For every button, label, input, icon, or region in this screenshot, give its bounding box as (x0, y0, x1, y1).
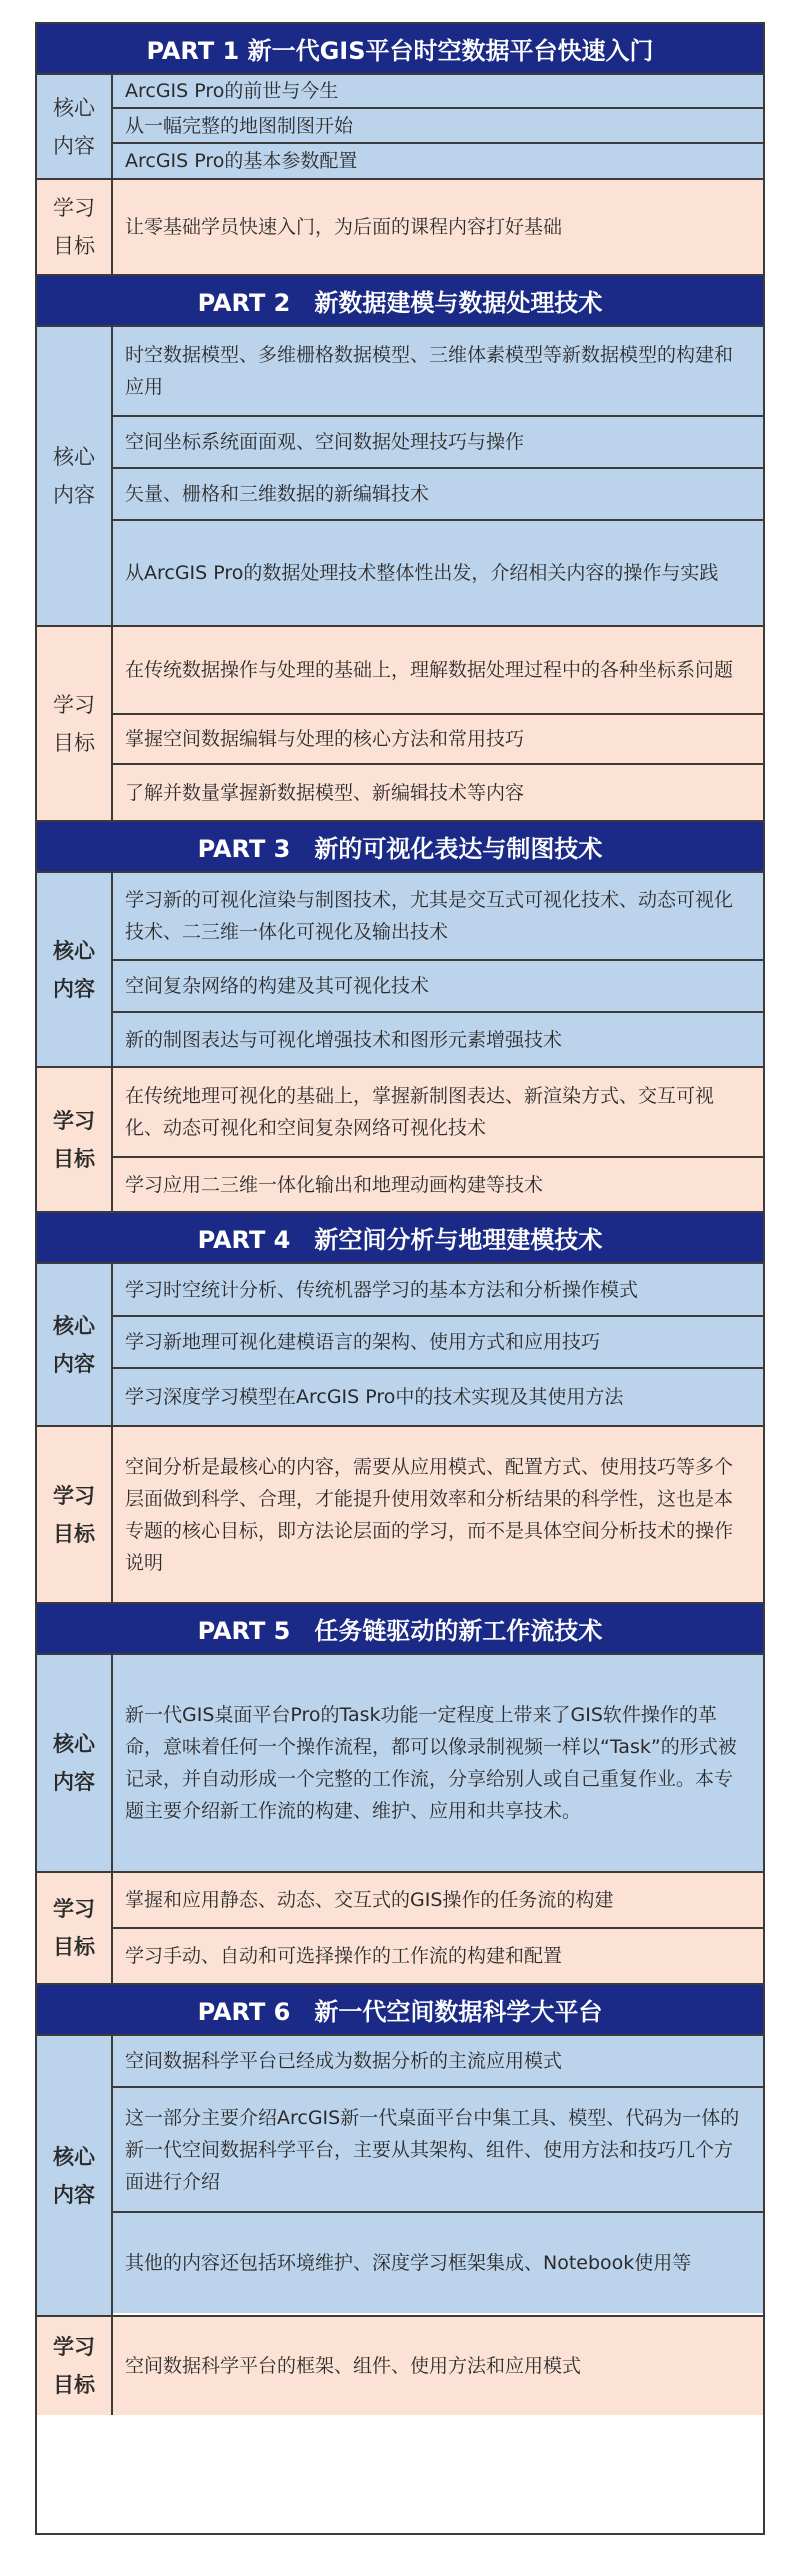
learning-goal-label: 学习 目标 (37, 180, 113, 274)
part-5-core-section (37, 1655, 763, 1873)
list-item: 学习新地理可视化建模语言的架构、使用方式和应用技巧 (113, 1317, 763, 1369)
list-item: 了解并数量掌握新数据模型、新编辑技术等内容 (113, 765, 763, 820)
part-4-goal-section (37, 1427, 763, 1604)
part-1-title: PART 1 新一代GIS平台时空数据平台快速入门 (37, 24, 763, 75)
learning-goal-label: 学习 目标 (37, 1068, 113, 1211)
list-item: 学习深度学习模型在ArcGIS Pro中的技术实现及其使用方法 (113, 1369, 763, 1425)
list-item: 空间坐标系统面面观、空间数据处理技巧与操作 (113, 417, 763, 469)
part-6-goal-section (37, 2317, 763, 2415)
core-content-label: 核心 内容 (37, 327, 113, 625)
part-2-title: PART 2 新数据建模与数据处理技术 (37, 276, 763, 327)
list-item: 时空数据模型、多维栅格数据模型、三维体素模型等新数据模型的构建和应用 (113, 327, 763, 417)
list-item: 学习手动、自动和可选择操作的工作流的构建和配置 (113, 1929, 763, 1983)
part-6-title: PART 6 新一代空间数据科学大平台 (37, 1985, 763, 2036)
part-2-goal-section (37, 627, 763, 822)
part-1-core-section (37, 75, 763, 180)
core-content-label: 核心 内容 (37, 2036, 113, 2315)
list-item: ArcGIS Pro的基本参数配置 (113, 144, 763, 178)
part-4-title: PART 4 新空间分析与地理建模技术 (37, 1213, 763, 1264)
learning-goal-label: 学习 目标 (37, 1873, 113, 1983)
list-item: 从一幅完整的地图制图开始 (113, 109, 763, 144)
part-5-title: PART 5 任务链驱动的新工作流技术 (37, 1604, 763, 1655)
part-3-core-section (37, 873, 763, 1068)
part-3-title: PART 3 新的可视化表达与制图技术 (37, 822, 763, 873)
list-item: 这一部分主要介绍ArcGIS新一代桌面平台中集工具、模型、代码为一体的新一代空间数据科学平台，主要从其架构、组件、使用方法和技巧几个方面进行介绍 (113, 2088, 763, 2213)
list-item: 学习新的可视化渲染与制图技术，尤其是交互式可视化技术、动态可视化技术、二三维一体化可视化及输出技术 (113, 873, 763, 961)
list-item: 学习时空统计分析、传统机器学习的基本方法和分析操作模式 (113, 1264, 763, 1317)
list-item: 空间数据科学平台已经成为数据分析的主流应用模式 (113, 2036, 763, 2088)
list-item: 空间复杂网络的构建及其可视化技术 (113, 961, 763, 1013)
learning-goal-label: 学习 目标 (37, 1427, 113, 1602)
list-item: 其他的内容还包括环境维护、深度学习框架集成、Notebook使用等 (113, 2213, 763, 2313)
list-item: 矢量、栅格和三维数据的新编辑技术 (113, 469, 763, 521)
core-content-label: 核心 内容 (37, 873, 113, 1066)
list-item: 在传统数据操作与处理的基础上，理解数据处理过程中的各种坐标系问题 (113, 627, 763, 715)
learning-goal-label: 学习 目标 (37, 627, 113, 820)
part-6-core-section (37, 2036, 763, 2317)
list-item: ArcGIS Pro的前世与今生 (113, 75, 763, 109)
part-5-goal-section (37, 1873, 763, 1985)
part-3-goal-section (37, 1068, 763, 1213)
course-outline-table (35, 22, 765, 2535)
list-item: 新的制图表达与可视化增强技术和图形元素增强技术 (113, 1013, 763, 1066)
core-content-label: 核心 内容 (37, 75, 113, 178)
list-item: 在传统地理可视化的基础上，掌握新制图表达、新渲染方式、交互可视化、动态可视化和空间复杂网络可视化技术 (113, 1068, 763, 1158)
list-item: 掌握空间数据编辑与处理的核心方法和常用技巧 (113, 715, 763, 765)
list-item: 从ArcGIS Pro的数据处理技术整体性出发，介绍相关内容的操作与实践 (113, 521, 763, 625)
part-4-core-section (37, 1264, 763, 1427)
learning-goal-label: 学习 目标 (37, 2317, 113, 2415)
core-content-label: 核心 内容 (37, 1264, 113, 1425)
list-item: 掌握和应用静态、动态、交互式的GIS操作的任务流的构建 (113, 1873, 763, 1929)
list-item: 学习应用二三维一体化输出和地理动画构建等技术 (113, 1158, 763, 1211)
part-1-goal-section (37, 180, 763, 276)
part-2-core-section (37, 327, 763, 627)
list-item: 空间数据科学平台的框架、组件、使用方法和应用模式 (113, 2317, 763, 2415)
list-item: 空间分析是最核心的内容，需要从应用模式、配置方式、使用技巧等多个层面做到科学、合理，才能提升使用效率和分析结果的科学性，这也是本专题的核心目标，即方法论层面的学习，而不是具体空间分析技术的操作说明 (113, 1427, 763, 1602)
core-content-label: 核心 内容 (37, 1655, 113, 1871)
list-item: 让零基础学员快速入门，为后面的课程内容打好基础 (113, 180, 763, 274)
list-item: 新一代GIS桌面平台Pro的Task功能一定程度上带来了GIS软件操作的革命，意味着任何一个操作流程，都可以像录制视频一样以“Task”的形式被记录，并自动形成一个完整的工作流，分享给别人或自己重复作业。本专题主要介绍新工作流的构建、维护、应用和共享技术。 (113, 1655, 763, 1871)
